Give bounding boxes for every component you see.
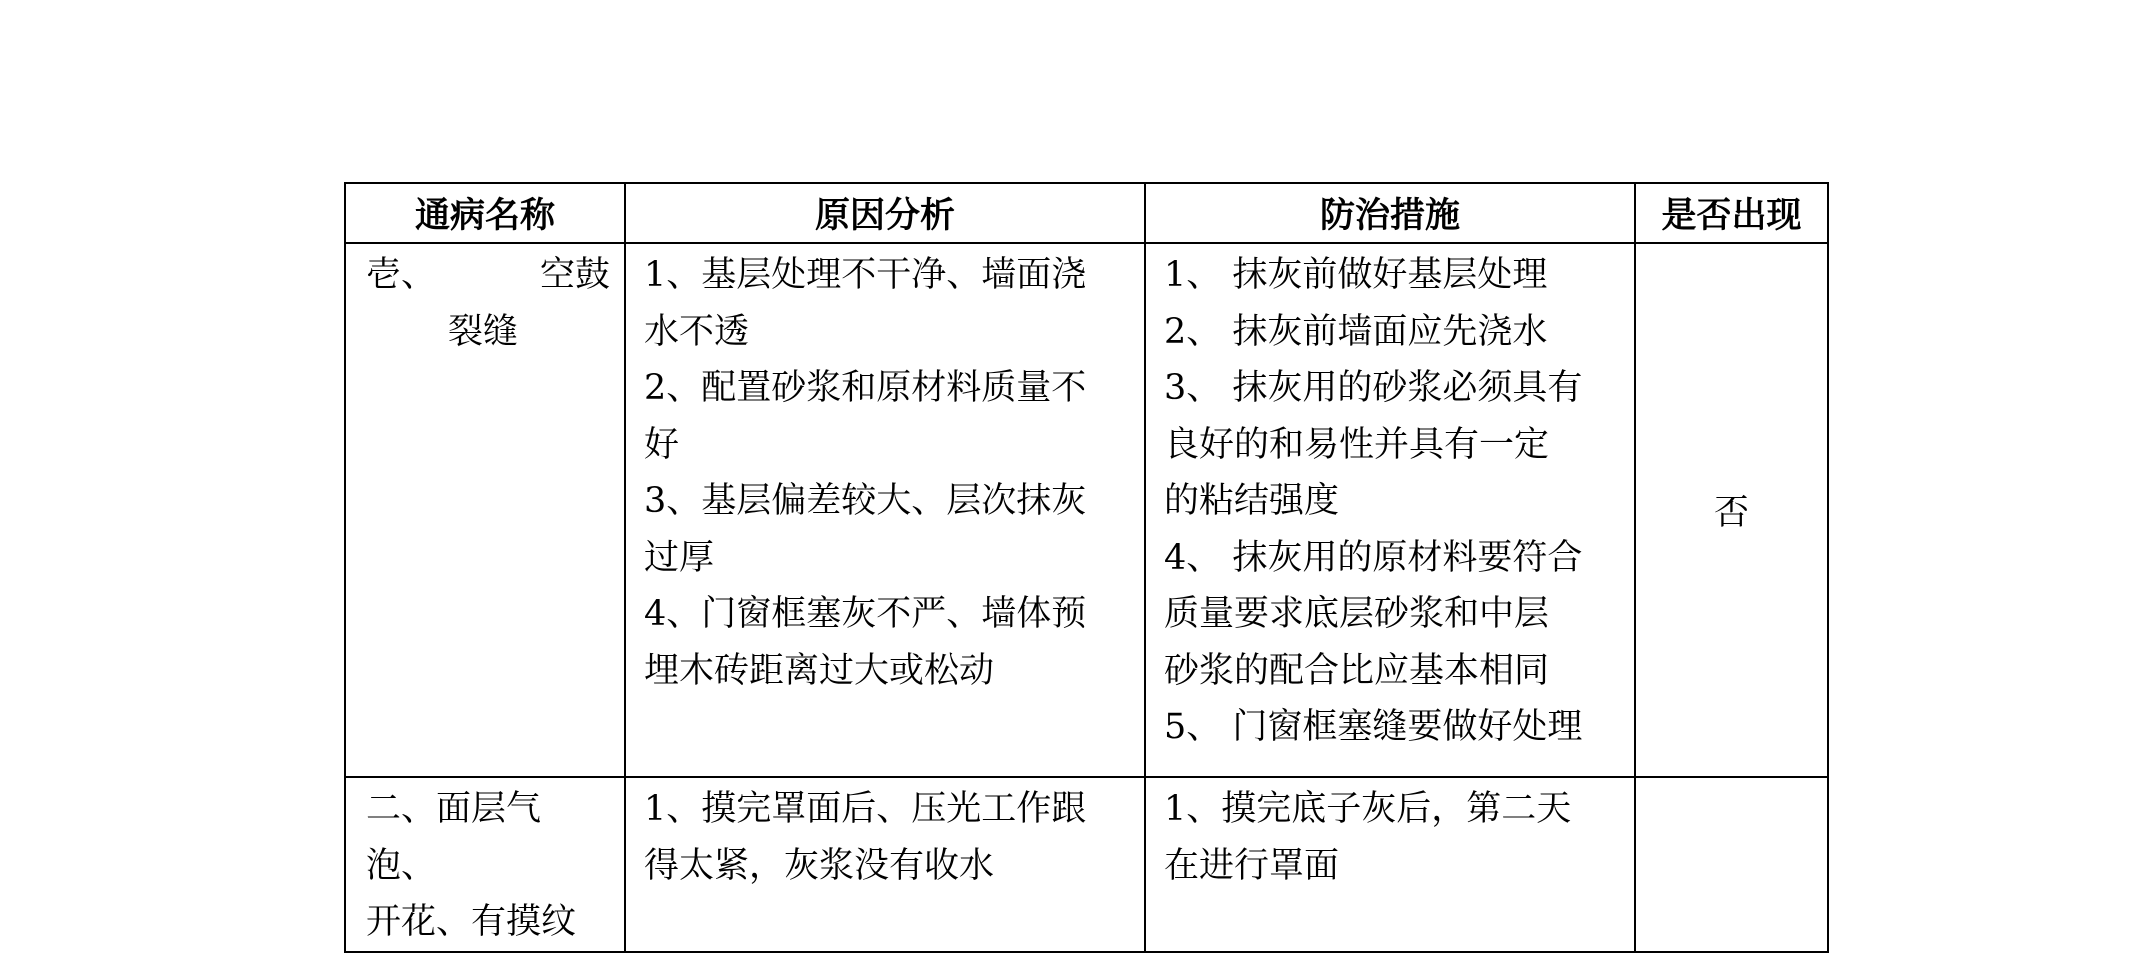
cause-analysis-cell <box>625 777 1145 952</box>
measure-line: 1、 抹灰前做好基层处理 <box>1164 255 1548 295</box>
occurred-status-cell: 否 <box>1635 243 1828 777</box>
cause-line: 3、基层偏差较大、层次抹灰 <box>644 481 1087 521</box>
measure-line: 3、 抹灰用的砂浆必须具有 <box>1164 368 1583 408</box>
cause-line: 埋木砖距离过大或松动 <box>644 650 995 691</box>
cause-line: 好 <box>644 424 680 465</box>
measure-line: 良好的和易性并具有一定 <box>1164 424 1550 465</box>
table-row <box>345 777 1828 952</box>
defect-name-cell <box>345 777 625 952</box>
defect-name-part: 裂缝 <box>447 311 518 352</box>
header-occurred: 是否出现 <box>1635 183 1828 243</box>
cause-line: 1、基层处理不干净、墙面浇 <box>644 255 1087 295</box>
defect-name-line: 开花、有摸纹 <box>366 902 577 942</box>
occurred-status-cell <box>1635 777 1828 952</box>
defect-table <box>344 182 1829 953</box>
measure-line: 的粘结强度 <box>1164 481 1340 521</box>
table-header-row <box>345 183 1828 243</box>
defect-name-part: 壱、 <box>366 255 437 295</box>
measure-line: 5、 门窗框塞缝要做好处理 <box>1164 707 1583 747</box>
measure-line: 在进行罩面 <box>1164 845 1340 886</box>
prevention-measures-cell <box>1145 777 1635 952</box>
measure-line: 1、摸完底子灰后，第二天 <box>1164 789 1572 829</box>
measure-line: 2、 抹灰前墙面应先浇水 <box>1164 311 1548 352</box>
measure-line: 4、 抹灰用的原材料要符合 <box>1164 537 1583 578</box>
defect-name-cell <box>345 243 625 777</box>
header-prevention-measures: 防治措施 <box>1145 183 1635 243</box>
prevention-measures-cell <box>1145 243 1635 777</box>
table-row <box>345 243 1828 777</box>
cause-analysis-cell <box>625 243 1145 777</box>
measure-line: 砂浆的配合比应基本相同 <box>1164 650 1550 691</box>
cause-line: 过厚 <box>644 537 715 578</box>
cause-line: 水不透 <box>644 311 750 352</box>
cause-line: 1、摸完罩面后、压光工作跟 <box>644 789 1087 829</box>
header-cause-analysis: 原因分析 <box>625 183 1145 243</box>
cause-line: 得太紧，灰浆没有收水 <box>644 845 995 886</box>
header-defect-name: 通病名称 <box>345 183 625 243</box>
cause-line: 2、配置砂浆和原材料质量不 <box>644 368 1087 408</box>
defect-name-line: 二、面层气泡、 <box>366 789 542 886</box>
cause-line: 4、门窗框塞灰不严、墙体预 <box>644 594 1087 634</box>
defect-name-part: 空鼓 <box>539 255 610 295</box>
measure-line: 质量要求底层砂浆和中层 <box>1164 594 1550 634</box>
